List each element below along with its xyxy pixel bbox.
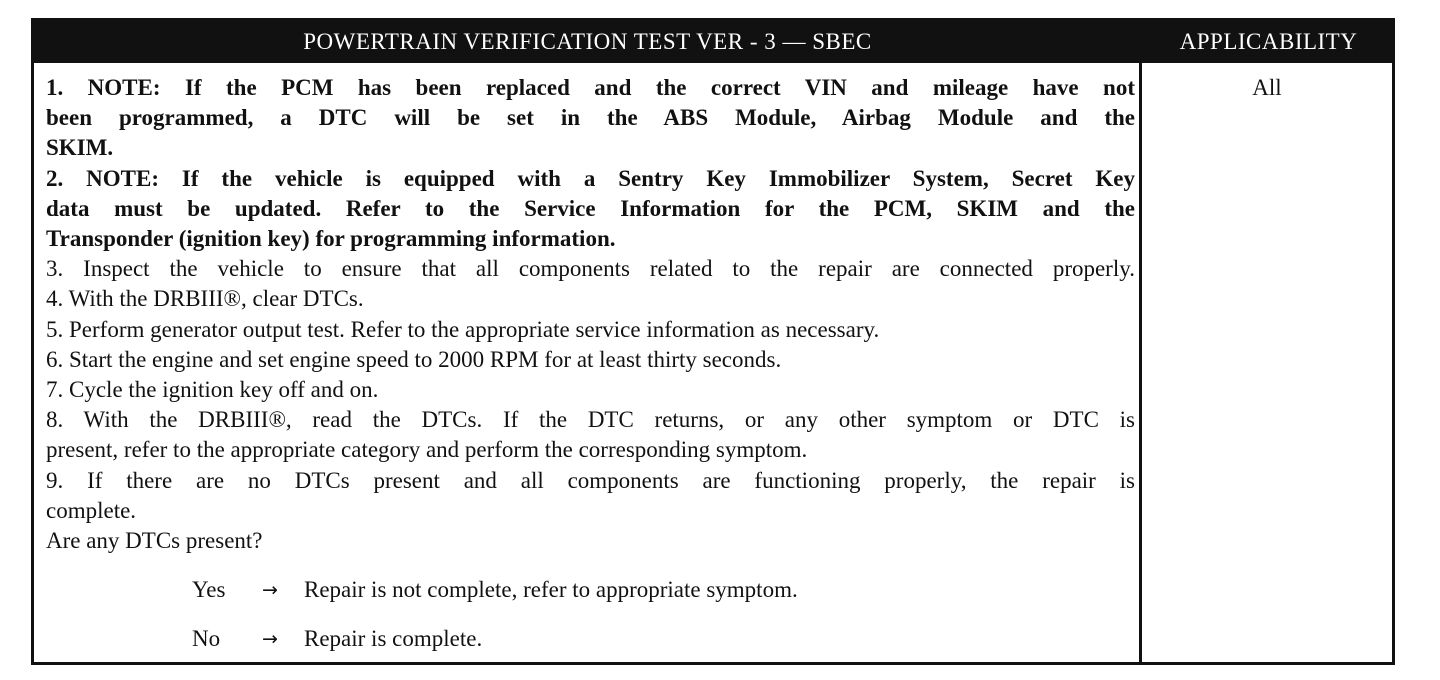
- step-2-line-3: Transponder (ignition key) for programming information.: [46, 226, 616, 252]
- no-label: No: [192, 626, 221, 651]
- no-result: Repair is complete.: [304, 626, 483, 651]
- step-1-line-3: SKIM.: [46, 135, 114, 161]
- right-arrow-icon: →: [262, 579, 278, 601]
- step-1-line-2: been programmed, a DTC will be set in the ABS Module, Airbag Module and the: [46, 105, 1135, 131]
- applicability-header: APPLICABILITY: [1179, 29, 1358, 54]
- test-title: POWERTRAIN VERIFICATION TEST VER - 3 — SBEC: [303, 29, 872, 54]
- step-4: 4. With the DRBIII®, clear DTCs.: [46, 286, 364, 312]
- step-6: 6. Start the engine and set engine speed to 2000 RPM for at least thirty seconds.: [46, 346, 782, 372]
- column-divider: [1139, 63, 1142, 662]
- question: Are any DTCs present?: [46, 528, 263, 554]
- step-7: 7. Cycle the ignition key off and on.: [46, 377, 379, 403]
- yes-result: Repair is not complete, refer to appropriate symptom.: [304, 577, 798, 602]
- table-header: [34, 21, 1392, 63]
- right-arrow-icon: →: [262, 628, 278, 650]
- step-9-line-2: complete.: [46, 497, 137, 523]
- step-5: 5. Perform generator output test. Refer to the appropriate service information as necessary.: [46, 316, 880, 342]
- step-9-line-1: 9. If there are no DTCs present and all components are functioning properly, the repair is: [46, 467, 1135, 493]
- verification-test-table: [31, 18, 1395, 665]
- step-2-line-1: 2. NOTE: If the vehicle is equipped with a Sentry Key Immobilizer System, Secret Key: [46, 165, 1135, 191]
- step-8-line-1: 8. With the DRBIII®, read the DTCs. If the DTC returns, or any other symptom or DTC is: [46, 407, 1135, 433]
- step-8-line-2: present, refer to the appropriate category and perform the corresponding symptom.: [46, 437, 808, 463]
- step-3: 3. Inspect the vehicle to ensure that all components related to the repair are connected properly.: [46, 256, 1135, 282]
- applicability-value: All: [1252, 75, 1282, 100]
- yes-label: Yes: [192, 577, 226, 602]
- step-2-line-2: data must be updated. Refer to the Service Information for the PCM, SKIM and the: [46, 195, 1135, 221]
- step-1-line-1: 1. NOTE: If the PCM has been replaced and the correct VIN and mileage have not: [46, 75, 1135, 100]
- test-steps: [46, 73, 1135, 556]
